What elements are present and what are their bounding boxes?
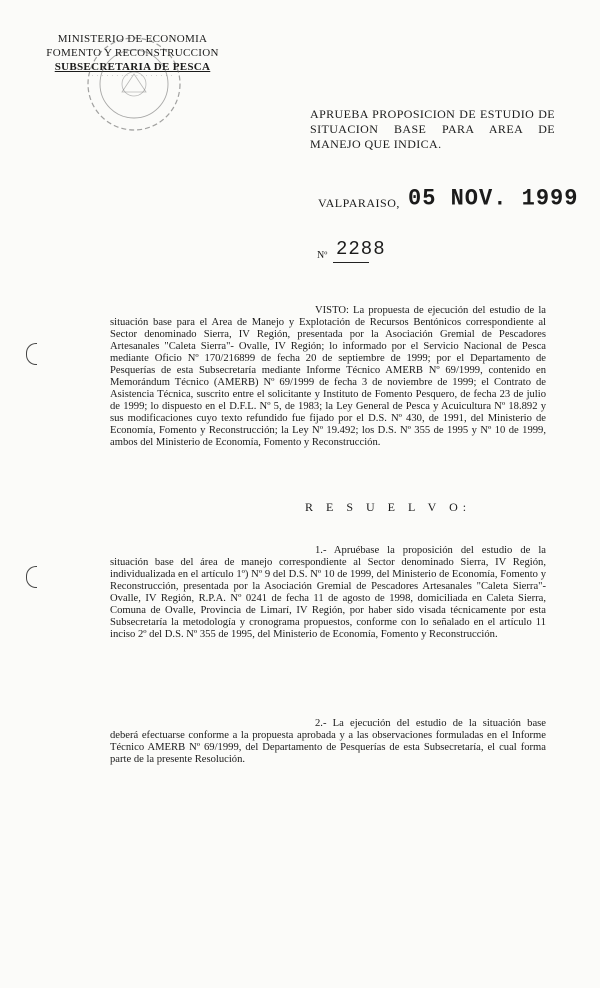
number-underline: [333, 262, 369, 263]
resolution-item-1: 1.- Apruébase la proposición del estudio de la situación base del área de manejo correspondiente al Sector denominado Sierra, IV Región, individualizada en el artículo 1º) Nº 9 del D.S. Nº 10 de 1999, del Ministerio de Economía, Fomento y Reconstrucción, presentada por la Asociación Gremial de Pescadores Artesanales "Caleta Sierra"- Ovalle, IV Región, R.P.A. Nº 0241 de fecha 11 de agosto de 1998, domiciliada en Caleta Sierra, Comuna de Ovalle, Provincia de Limarí, IV Región, por haber sido visada técnicamente por esta Subsecretaría la metodología y cronograma propuestos, conforme con lo señalado en el artículo 11 inciso 2º del D.S. Nº 355 de 1995, del Ministerio de Economía, Fomento y Reconstrucción.: [110, 545, 546, 640]
ministry-subname: FOMENTO Y RECONSTRUCCION: [46, 47, 219, 59]
visto-paragraph: VISTO: La propuesta de ejecución del estudio de la situación base para el Area de Manejo y Explotación de Recursos Bentónicos correspondiente al Sector denominado Sierra, IV Región, presentada por la Asociación Gremial de Pescadores Artesanales "Caleta Sierra"- Ovalle, IV Región; lo informado por el Servicio Nacional de Pesca mediante Oficio Nº 170/216899 de fecha 20 de septiembre de 1999; por el Departamento de Pesquerías de esta Subsecretaría mediante Informe Técnico AMERB Nº 69/1999, contenido en Memorándum Técnico (AMERB) Nº 69/1999 de fecha 3 de noviembre de 1999; el Contrato de Asistencia Técnica, suscrito entre el solicitante y Instituto de Fomento Pesquero, de fecha 23 de julio de 1999; lo dispuesto en el D.F.L. Nº 5, de 1983; la Ley General de Pesca y Acuicultura Nº 18.892 y sus modificaciones cuyo texto refundido fue fijado por el D.S. Nº 430, de 1991, del Ministerio de Economía, Fomento y Reconstrucción; la Ley Nº 19.492; los D.S. Nº 355 de 1995 y Nº 10 de 1999, ambos del Ministerio de Economía, Fomento y Reconstrucción.: [110, 305, 546, 448]
subsecretariat-name: SUBSECRETARIA DE PESCA: [54, 61, 211, 73]
resuelvo-heading: R E S U E L V O:: [305, 500, 472, 514]
city-label: VALPARAISO,: [318, 196, 400, 210]
date-stamp: 05 NOV. 1999: [408, 185, 579, 212]
resolution-number: 2288: [336, 238, 386, 260]
ministry-name: MINISTERIO DE ECONOMIA: [57, 33, 208, 45]
binder-hole-mark-icon: [26, 343, 37, 365]
binder-hole-mark-icon: [26, 566, 37, 588]
official-seal-stamp-icon: [84, 34, 184, 134]
letterhead-dotted-line: · · · · · · · · · · · · · · · · ·: [91, 74, 174, 79]
number-label: Nº: [317, 250, 328, 261]
resolution-title: APRUEBA PROPOSICION DE ESTUDIO DE SITUACION BASE PARA AREA DE MANEJO QUE INDICA.: [310, 107, 555, 151]
resolution-item-2: 2.- La ejecución del estudio de la situación base deberá efectuarse conforme a la propuesta aprobada y a las observaciones formuladas en el Informe Técnico AMERB Nº 69/1999, del Departamento de Pesquerías de esta Subsecretaría, el cual forma parte de la presente Resolución.: [110, 718, 546, 765]
